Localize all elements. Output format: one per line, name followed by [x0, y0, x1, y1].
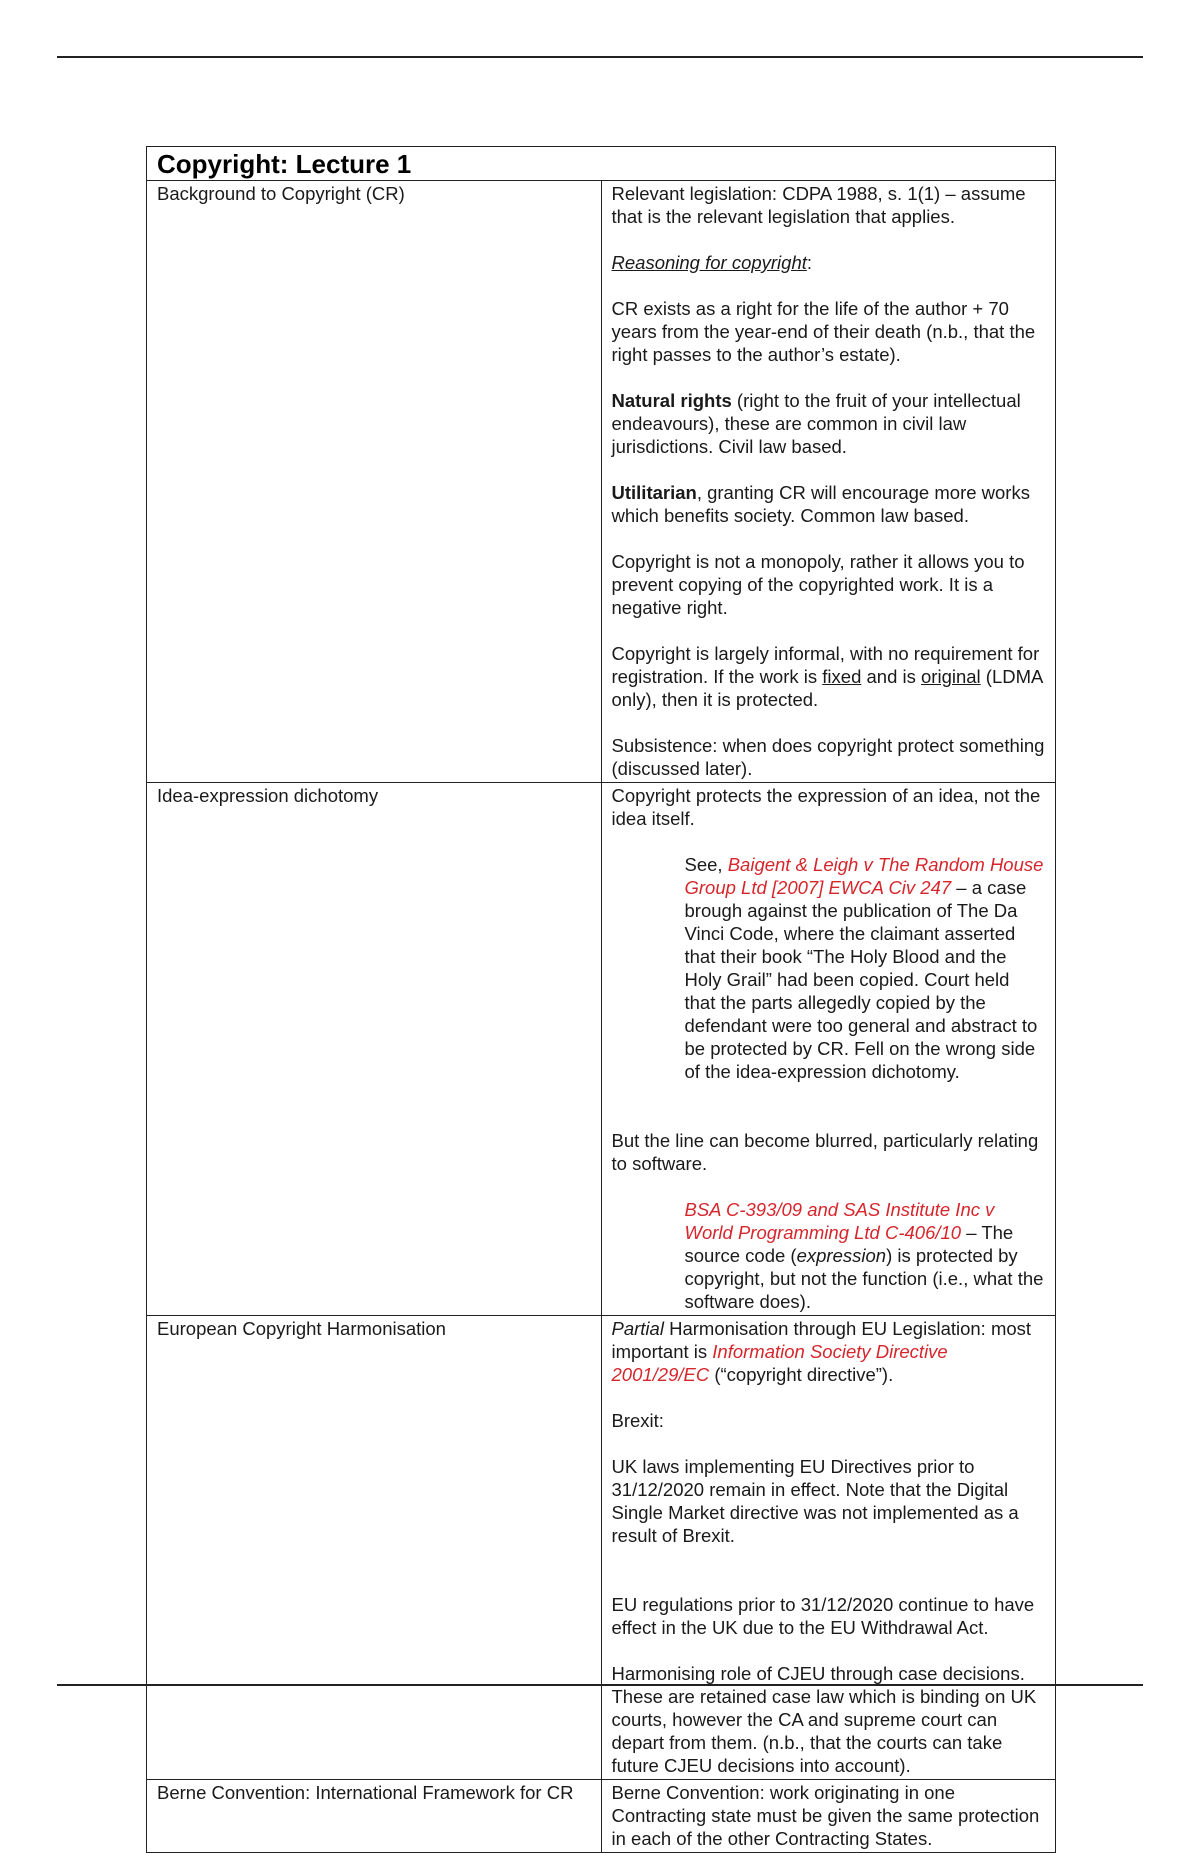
natural-rights-text: Natural rights (right to the fruit of your intellectual endeavours), these are common in civil law jurisdictions. Civil law based. [611, 390, 1021, 457]
row-label: European Copyright Harmonisation [147, 1316, 602, 1780]
blurred-text: But the line can become blurred, particularly relating to software. [611, 1130, 1039, 1174]
row-content [601, 181, 1056, 783]
bsa-case-text: BSA C-393/09 and SAS Institute Inc v World Programming Ltd C-406/10 – The source code (expression) is protected by copyright, but not the function (i.e., what the software does). [684, 1199, 1044, 1312]
page-title: Copyright: Lecture 1 [147, 147, 1056, 181]
brexit-heading: Brexit: [611, 1410, 664, 1431]
table-row [147, 1316, 1056, 1780]
table-row [147, 1780, 1056, 1853]
term-text: CR exists as a right for the life of the author + 70 years from the year-end of their death (n.b., that the right passes to the author’s estate). [611, 298, 1036, 365]
reasoning-heading: Reasoning for copyright: [611, 252, 813, 273]
eu-regulations-text: EU regulations prior to 31/12/2020 continue to have effect in the UK due to the EU Withdrawal Act. [611, 1594, 1035, 1638]
table-row [147, 181, 1056, 783]
footer-rule [57, 1684, 1143, 1686]
row-content [601, 1316, 1056, 1780]
baigent-case-text: See, Baigent & Leigh v The Random House Group Ltd [2007] EWCA Civ 247 – a case brough against the publication of The Da Vinci Code, where the claimant asserted that their book “The Holy Blood and the Holy Grail” had been copied. Court held that the parts allegedly copied by the defendant were too general and abstract to be protected by CR. Fell on the wrong side of the idea-expression dichotomy. [684, 854, 1044, 1082]
partial-harmonisation-text: Partial Harmonisation through EU Legislation: most important is Information Society Directive 2001/29/EC (“copyright directive”). [611, 1318, 1032, 1385]
row-content [601, 1780, 1056, 1853]
table-row [147, 783, 1056, 1316]
header-rule [57, 56, 1143, 58]
monopoly-text: Copyright is not a monopoly, rather it allows you to prevent copying of the copyrighted work. It is a negative right. [611, 551, 1025, 618]
berne-text: Berne Convention: work originating in one Contracting state must be given the same protection in each of the other Contracting States. [611, 1782, 1040, 1849]
cjeu-text: Harmonising role of CJEU through case decisions. These are retained case law which is binding on UK courts, however the CA and supreme court can depart from them. (n.b., that the courts can take future CJEU decisions into account). [611, 1663, 1037, 1776]
informal-text: Copyright is largely informal, with no requirement for registration. If the work is fixed and is original (LDMA only), then it is protected. [611, 643, 1043, 710]
row-label: Background to Copyright (CR) [147, 181, 602, 783]
subsistence-text: Subsistence: when does copyright protect something (discussed later). [611, 735, 1045, 779]
uk-laws-text: UK laws implementing EU Directives prior to 31/12/2020 remain in effect. Note that the Digital Single Market directive was not implemented as a result of Brexit. [611, 1456, 1019, 1546]
utilitarian-text: Utilitarian, granting CR will encourage more works which benefits society. Common law based. [611, 482, 1030, 526]
notes-table [146, 146, 1056, 1853]
legislation-text: Relevant legislation: CDPA 1988, s. 1(1) – assume that is the relevant legislation that applies. [611, 183, 1026, 227]
idea-intro-text: Copyright protects the expression of an idea, not the idea itself. [611, 785, 1041, 829]
row-content [601, 783, 1056, 1316]
row-label: Idea-expression dichotomy [147, 783, 602, 1316]
row-label: Berne Convention: International Framework for CR [147, 1780, 602, 1853]
title-row [147, 147, 1056, 181]
